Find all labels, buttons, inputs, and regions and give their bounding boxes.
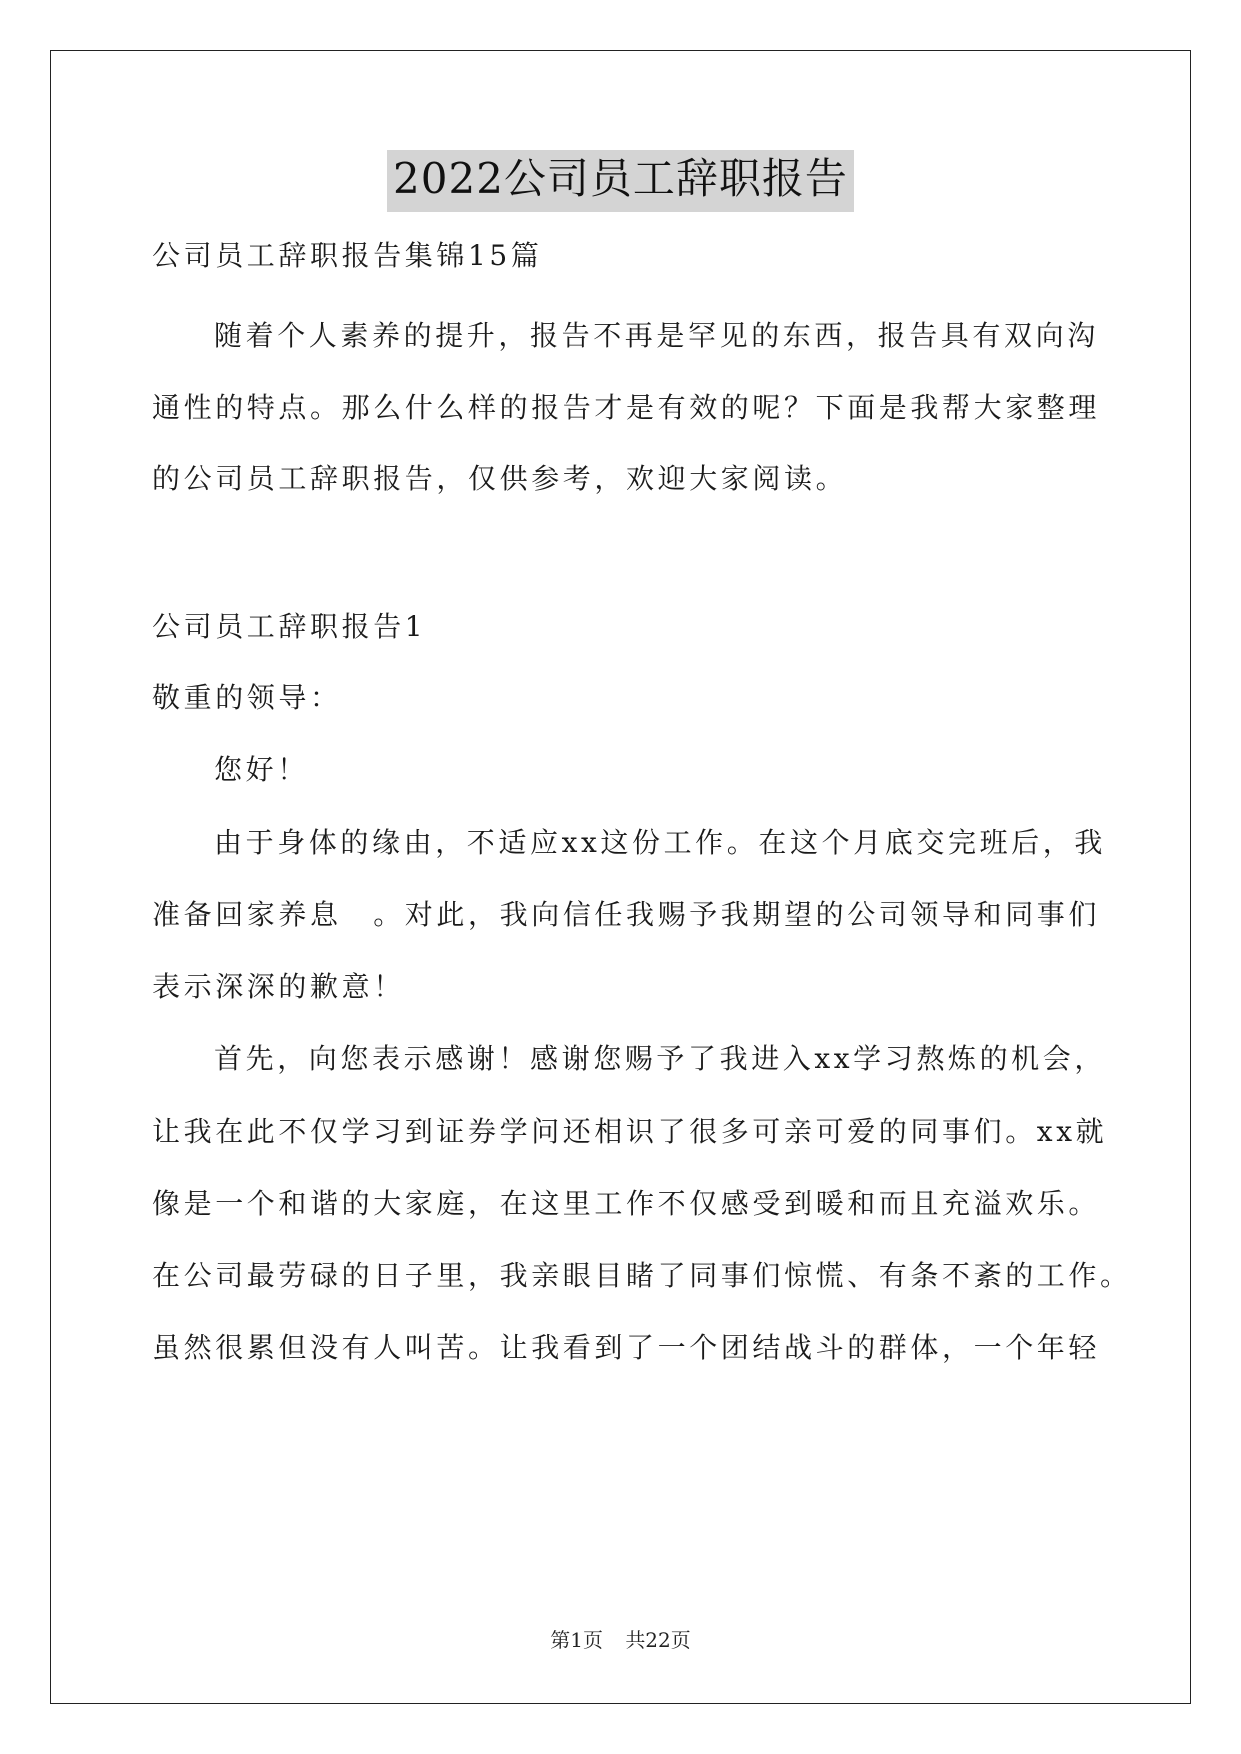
page-number: 第1页	[550, 1628, 603, 1652]
page-footer	[0, 1628, 1241, 1652]
section-heading: 公司员工辞职报告1	[152, 610, 427, 643]
intro-line-1: 随着个人素养的提升，报告不再是罕见的东西，报告具有双向沟	[214, 319, 1099, 352]
body-line-4: 首先，向您表示感谢！感谢您赐予了我进入xx学习熬炼的机会，	[214, 1042, 1106, 1075]
subtitle-line: 公司员工辞职报告集锦15篇	[152, 239, 543, 272]
page-total: 共22页	[625, 1628, 691, 1652]
title-container	[0, 150, 1241, 212]
intro-line-3: 的公司员工辞职报告，仅供参考，欢迎大家阅读。	[152, 462, 848, 495]
body-line-1: 由于身体的缘由，不适应xx这份工作。在这个月底交完班后，我	[214, 826, 1106, 859]
body-line-3: 表示深深的歉意！	[152, 970, 405, 1003]
body-line-2: 准备回家养息 。对此，我向信任我赐予我期望的公司领导和同事们	[152, 898, 1101, 931]
body-line-7: 在公司最劳碌的日子里，我亲眼目睹了同事们惊慌、有条不紊的工作。	[152, 1259, 1132, 1292]
greeting: 您好！	[214, 753, 309, 786]
body-line-8: 虽然很累但没有人叫苦。让我看到了一个团结战斗的群体，一个年轻	[152, 1331, 1101, 1364]
document-title: 2022公司员工辞职报告	[387, 150, 854, 212]
salutation: 敬重的领导：	[152, 681, 342, 714]
body-line-6: 像是一个和谐的大家庭，在这里工作不仅感受到暖和而且充溢欢乐。	[152, 1187, 1101, 1220]
body-line-5: 让我在此不仅学习到证券学问还相识了很多可亲可爱的同事们。xx就	[152, 1115, 1108, 1148]
page-border	[50, 50, 1191, 1704]
intro-line-2: 通性的特点。那么什么样的报告才是有效的呢？下面是我帮大家整理	[152, 391, 1101, 424]
